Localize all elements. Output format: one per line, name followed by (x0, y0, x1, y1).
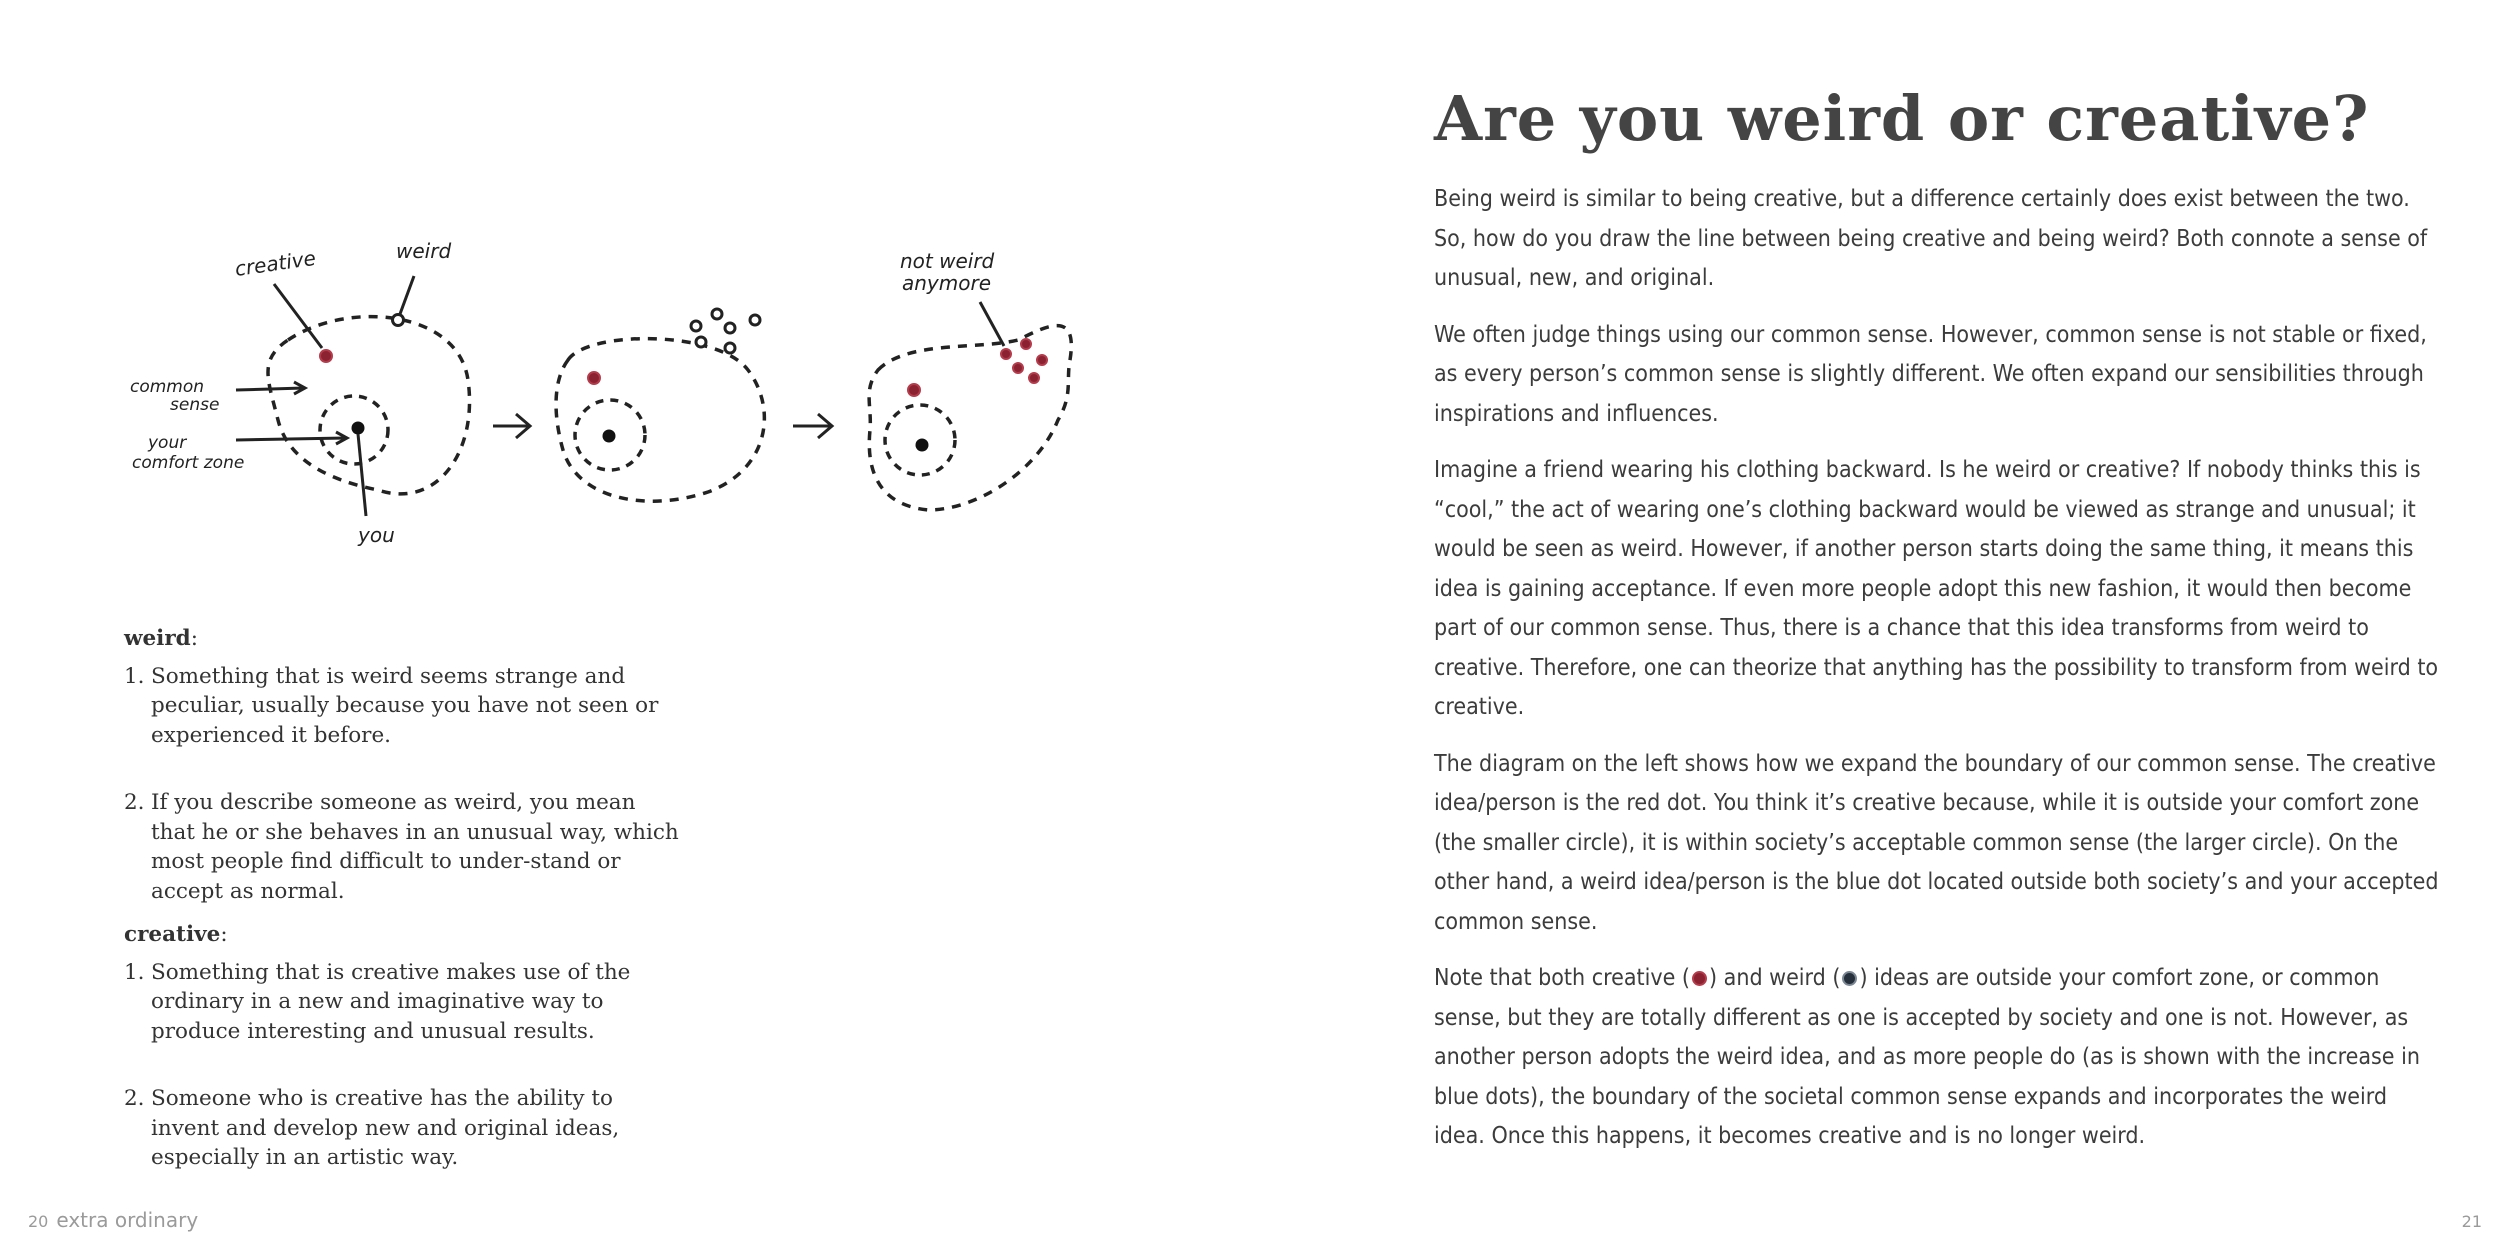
label-common-2: sense (170, 395, 220, 415)
creative-pointer (274, 284, 322, 348)
stage3-you-dot (916, 439, 929, 452)
paragraph: Imagine a friend wearing his clothing backward. Is he weird or creative? If nobody thinks this is “cool,” the act of wearing one’s clothing backward would be viewed as strange and unusual; it would be seen as weird. However, if another person starts doing the same thing, it means this idea is gaining acceptance. If even more people adopt this new fashion, it would then become part of our common sense. Thus, there is a chance that this idea transforms from weird to creative. Therefore, one can theorize that anything has the possibility to transform from weird to creative. (1434, 457, 2439, 720)
stage2-you-dot (603, 430, 616, 443)
definition-item: 2. If you describe someone as weird, you mean that he or she behaves in an unusual way, which most people find difficult to under-stand or accept as normal. (124, 790, 679, 904)
label-comfort-1: your (148, 433, 187, 453)
term-creative: creative: (124, 922, 228, 947)
stage1-common-sense-boundary (268, 317, 470, 494)
diagram-stage-3 (869, 249, 1071, 510)
left-footer (28, 1208, 198, 1232)
weird-pointer (400, 276, 414, 314)
common-sense-diagram (118, 230, 1098, 560)
common-sense-arrow (236, 388, 304, 390)
stage1-creative-dot (320, 350, 332, 362)
weird-definition-list (124, 662, 684, 907)
stage3-accepted-dot (1013, 363, 1023, 373)
label-not-weird-2: anymore (902, 271, 992, 295)
stage2-weird-dot (725, 323, 735, 333)
definition-item: 1. Something that is weird seems strange and peculiar, usually because you have not seen or experienced it before. (124, 663, 659, 748)
stage2-common-sense-boundary (556, 339, 764, 502)
stage3-accepted-dot (1021, 339, 1031, 349)
stage2-weird-dot (750, 315, 760, 325)
label-weird: weird (396, 239, 452, 263)
page-number-left: 20 (28, 1212, 49, 1231)
creative-definition-list (124, 958, 684, 1173)
label-creative: creative (233, 245, 318, 281)
label-common-1: common (130, 377, 205, 397)
stage2-weird-dot (725, 343, 735, 353)
stage2-weird-dot (712, 309, 722, 319)
label-not-weird-1: not weird (900, 249, 995, 273)
book-title: extra ordinary (56, 1208, 199, 1232)
paragraph: Being weird is similar to being creative, but a difference certainly does exist between the two. So, how do you draw the line between being creative and being weird? Both connote a sense of unusual, new, and original. (1434, 186, 2428, 291)
stage1-you-dot (352, 422, 365, 435)
paragraph: The diagram on the left shows how we expand the boundary of our common sense. The creative idea/person is the red dot. You think it’s creative because, while it is outside your comfort zone (the smaller circle), it is within society’s acceptable common sense (the larger circle). On the other hand, a weird idea/person is the blue dot located outside both society’s and your accepted common sense. (1434, 750, 2439, 935)
comfort-zone-arrow (236, 438, 346, 440)
stage1-weird-dot (393, 315, 404, 326)
definitions (124, 624, 684, 1173)
right-page (1250, 0, 2500, 1250)
definition-item: 1. Something that is creative makes use of the ordinary in a new and imaginative way to produce interesting and unusual results. (124, 959, 631, 1044)
page-number-right: 21 (2461, 1212, 2482, 1231)
page-title: Are you weird or creative? (1434, 82, 2370, 155)
label-comfort-2: comfort zone (132, 453, 245, 473)
red-dot-icon (1692, 971, 1707, 986)
label-you: you (358, 523, 395, 547)
stage2-creative-dot (588, 372, 600, 384)
stage3-accepted-dot (1001, 349, 1011, 359)
stage2-weird-dot (696, 337, 706, 347)
stage2-weird-dot (691, 321, 701, 331)
paragraph: We often judge things using our common sense. However, common sense is not stable or fixed, as every person’s common sense is slightly different. We often expand our sensibilities through inspirations and influences. (1434, 321, 2427, 427)
stage3-creative-dot (908, 384, 920, 396)
diagram-stage-1 (130, 239, 470, 547)
you-pointer (358, 434, 366, 516)
stage3-accepted-dot (1037, 355, 1047, 365)
stage3-common-sense-boundary (869, 326, 1071, 510)
blue-dot-icon (1842, 971, 1857, 986)
stage3-accepted-dot (1029, 373, 1039, 383)
not-weird-pointer (980, 302, 1004, 346)
article-body (1434, 180, 2444, 1174)
definition-item: 2. Someone who is creative has the ability to invent and develop new and original ideas, especially in an artistic way. (124, 1086, 620, 1170)
paragraph-last: Note that both creative ( ) and weird ( ) ideas are outside your comfort zone, or common sense, but they are totally different as one is accepted by society and one is not. However, as another person adopts the weird idea, and as more people do (as is shown with the increase in blue dots), the boundary of the societal common sense expands and incorporates the weird idea. Once this happens, it becomes creative and is no longer weird. (1434, 965, 2420, 1149)
diagram-stage-2 (556, 309, 764, 501)
term-weird: weird: (124, 626, 198, 651)
